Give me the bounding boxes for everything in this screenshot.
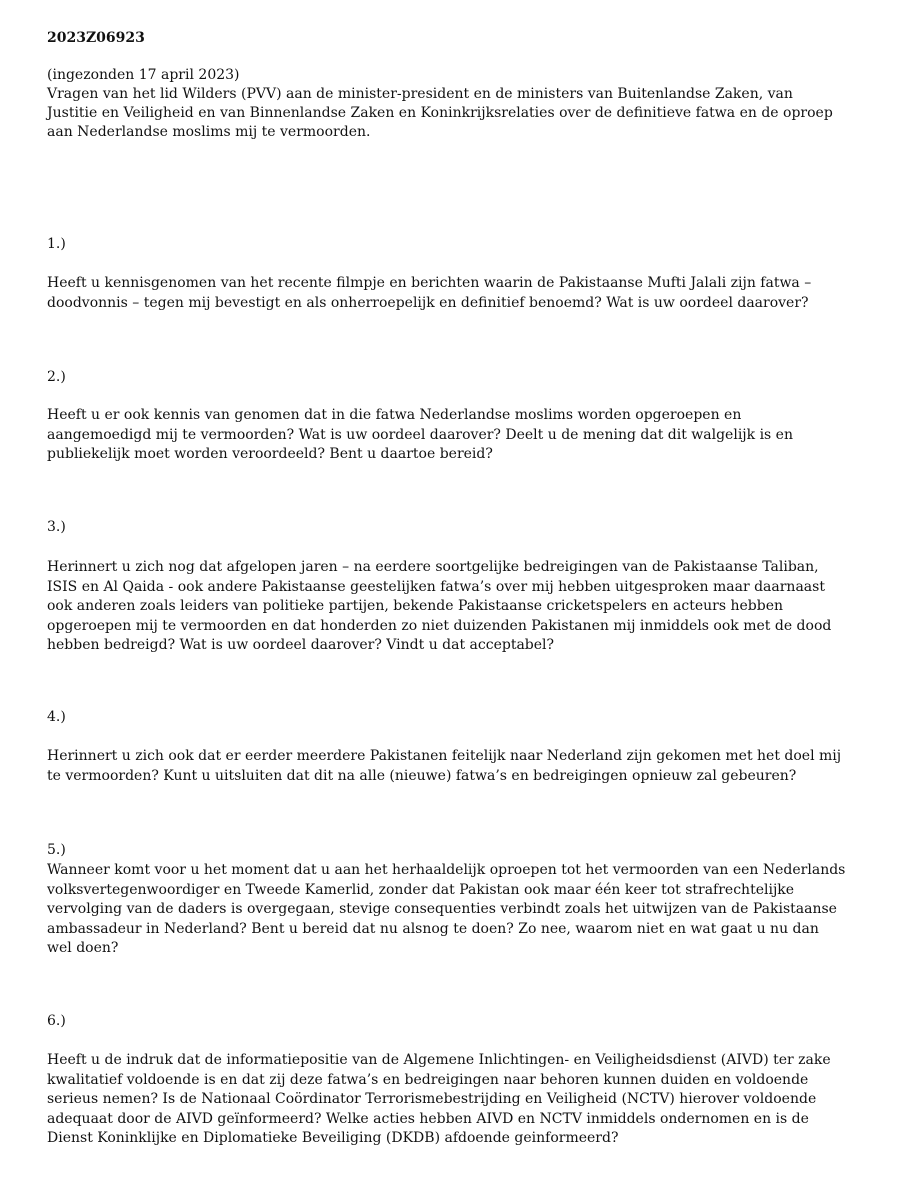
question-6-text: Heeft u de indruk dat de informatiepositie van de Algemene Inlichtingen- en Veiligheidsdienst (AIVD) ter zake kwalitatief voldoende is en dat zij deze fatwa’s en bedreigingen naar behoren kunnen duiden en voldoende serieus nemen? Is de Nationaal Coördinator Terrorismebestrijding en Veiligheid (NCTV) hierover voldoende adequaat door de AIVD geïnformeerd? Welke acties hebben AIVD en NCTV inmiddels ondernomen en is de Dienst Koninklijke en Diplomatieke Beveiliging (DKDB) afdoende geinformeerd?	[47, 1052, 831, 1146]
question-4-text: Herinnert u zich ook dat er eerder meerdere Pakistanen feitelijk naar Nederland zijn gekomen met het doel mij te vermoorden? Kunt u uitsluiten dat dit na alle (nieuwe) fatwa’s en bedreigingen opnieuw zal gebeuren?	[47, 748, 842, 784]
question-2-number: 2.)	[47, 369, 66, 385]
question-3-text: Herinnert u zich nog dat afgelopen jaren – na eerdere soortgelijke bedreigingen van de Pakistaanse Taliban, ISIS en Al Qaida - ook andere Pakistaanse geestelijken fatwa’s over mij hebben uitgesproken maar daarnaast ook anderen zoals leiders van politieke partijen, bekende Pakistaanse cricketspelers en acteurs hebben opgeroepen mij te vermoorden en dat honderden zo niet duizenden Pakistanen mij inmiddels ook met de dood hebben bedreigd? Wat is uw oordeel daarover? Vindt u dat acceptabel?	[47, 559, 832, 653]
question-1-number: 1.)	[47, 236, 66, 252]
question-1-text: Heeft u kennisgenomen van het recente filmpje en berichten waarin de Pakistaanse Mufti Jalali zijn fatwa – doodvonnis – tegen mij bevestigt en als onherroepelijk en definitief benoemd? Wat is uw oordeel daarover?	[47, 275, 812, 311]
document-id: 2023Z06923	[47, 30, 145, 46]
submission-date: (ingezonden 17 april 2023)	[47, 67, 240, 83]
question-5-number: 5.)	[47, 842, 66, 858]
question-2-text: Heeft u er ook kennis van genomen dat in die fatwa Nederlandse moslims worden opgeroepen en aangemoedigd mij te vermoorden? Wat is uw oordeel daarover? Deelt u de mening dat dit walgelijk is en publiekelijk moet worden veroordeeld? Bent u daartoe bereid?	[47, 407, 793, 462]
question-3-number: 3.)	[47, 519, 66, 535]
intro-text: Vragen van het lid Wilders (PVV) aan de minister-president en de ministers van Buitenlandse Zaken, van Justitie en Veiligheid en van Binnenlandse Zaken en Koninkrijksrelaties over de definitieve fatwa en de oproep aan Nederlandse moslims mij te vermoorden.	[47, 86, 833, 140]
question-4-number: 4.)	[47, 709, 66, 725]
question-6-number: 6.)	[47, 1013, 66, 1029]
document-intro	[47, 66, 847, 142]
question-5-text: Wanneer komt voor u het moment dat u aan het herhaaldelijk oproepen tot het vermoorden van een Nederlands volksvertegenwoordiger en Tweede Kamerlid, zonder dat Pakistan ook maar één keer tot strafrechtelijke vervolging van de daders is overgegaan, stevige consequenties verbindt zoals het uitwijzen van de Pakistaanse ambassadeur in Nederland? Bent u bereid dat nu alsnog te doen? Zo nee, waarom niet en wat gaat u nu dan wel doen?	[47, 862, 846, 956]
